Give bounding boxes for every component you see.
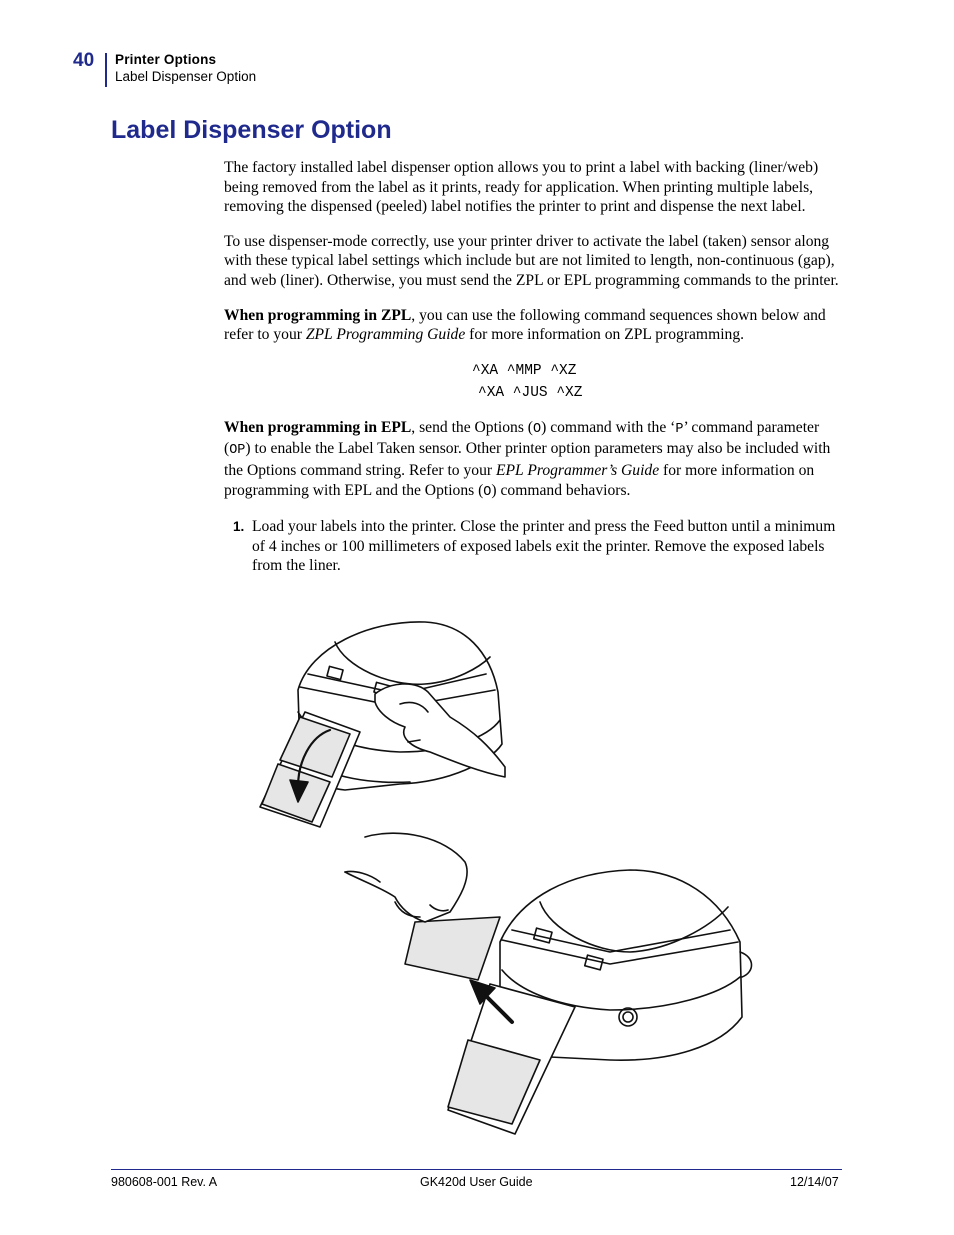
step-text: Load your labels into the printer. Close the printer and press the Feed button until a minimum of 4 inches or 100 millimeters of exposed labels exit the printer. Remove the exposed labels from the liner. (252, 518, 836, 575)
epl-lead: When programming in EPL (224, 418, 412, 436)
footer-date: 12/14/07 (790, 1175, 839, 1189)
code-line-1: ^XA ^MMP ^XZ (472, 362, 577, 379)
zpl-guide-ref: ZPL Programming Guide (305, 326, 466, 344)
zpl-text-b: for more information on ZPL programming. (465, 326, 745, 344)
paragraph-zpl (224, 306, 844, 345)
printer-peel-illustration (345, 833, 752, 1134)
zpl-lead: When programming in ZPL (224, 306, 412, 324)
header-subsection: Label Dispenser Option (115, 69, 257, 84)
header-divider (105, 53, 107, 87)
epl-text-4: ) to enable the Label Taken sensor. Other printer option parameters may also be included with the Options command string. Refer to your (224, 440, 831, 479)
printer-illustration (250, 612, 770, 1137)
epl-text-5: for more information on programming with EPL and the Options ( (224, 461, 815, 499)
epl-text-3: ’ command parameter ( (224, 418, 820, 458)
epl-cmd-op: OP (229, 443, 246, 459)
code-line-2: ^XA ^JUS ^XZ (478, 384, 583, 401)
step-1 (224, 517, 844, 576)
header-section: Printer Options (115, 52, 217, 67)
footer-guide-name: GK420d User Guide (420, 1175, 533, 1189)
paragraph-dispenser-mode: To use dispenser-mode correctly, use your printer driver to activate the label (taken) sensor along with these typical label settings which include but are not limited to length, non-continuous (gap), and web (liner). Otherwise, you must send the ZPL or EPL programming commands to the printer. (224, 232, 839, 289)
epl-cmd-o: O (533, 421, 542, 437)
code-block (224, 360, 844, 404)
epl-param-p: P (675, 421, 684, 437)
epl-guide-ref: EPL Programmer’s Guide (495, 461, 660, 479)
step-number: 1. (233, 519, 245, 535)
epl-cmd-o-2: O (483, 484, 492, 500)
page-title: Label Dispenser Option (111, 116, 392, 144)
paragraph-intro: The factory installed label dispenser option allows you to print a label with backing (liner/web) being removed from the label as it prints, ready for application. When printing multiple labels, removing the dispensed (peeled) label notifies the printer to print and dispense the next label. (224, 159, 819, 216)
footer-divider (111, 1169, 842, 1170)
epl-text-1: , send the Options ( (411, 418, 534, 436)
zpl-text-a: , you can use the following command sequences shown below and refer to your (224, 306, 826, 344)
body-text (224, 158, 844, 576)
epl-text-2: ) command with the ‘ (541, 418, 676, 436)
printer-feed-illustration (260, 622, 505, 827)
paragraph-epl (224, 418, 844, 502)
page-number: 40 (73, 50, 95, 71)
footer-doc-number: 980608-001 Rev. A (111, 1175, 218, 1189)
epl-text-6: ) command behaviors. (491, 481, 631, 499)
